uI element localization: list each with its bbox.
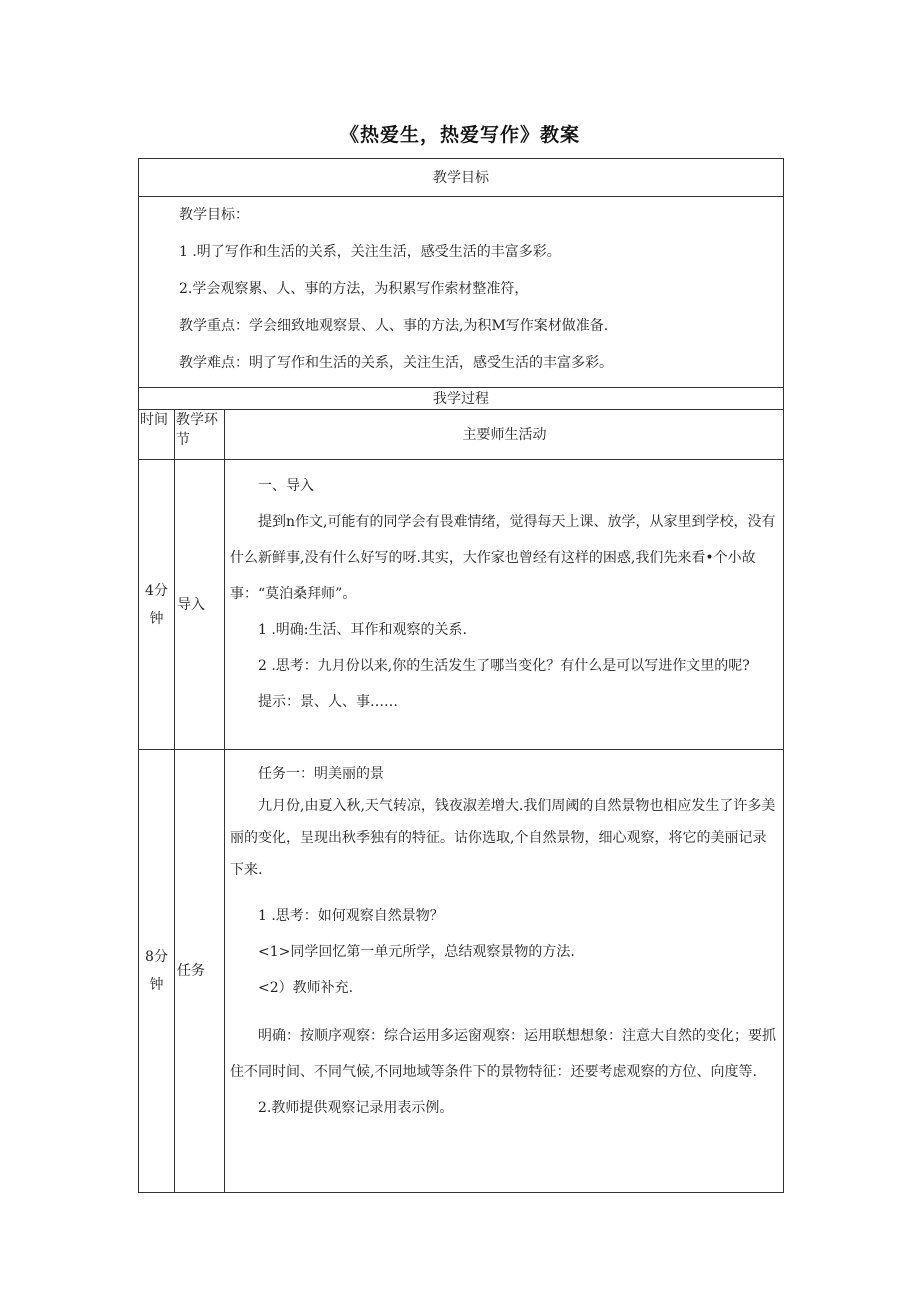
column-header-time: 时间	[139, 410, 175, 460]
objectives-body	[139, 197, 784, 388]
activity-line: 明确：按顺序观察：综合运用多运窗观察：运用联想想象：注意大自然的变化；要抓住不同时间、不同气候,不同地域等条件下的景物特征：还要考虑观察的方位、向度等.	[230, 1028, 776, 1080]
activity-line: 2 .思考：九月份以来,你的生活发生了哪当变化？有什么是可以写进作文里的呢?	[258, 658, 750, 674]
objectives-header: 教学目标	[139, 159, 784, 197]
objective-line: 教学重点：学会细致地观察景、人、事的方法,为积M写作案材做准备.	[179, 318, 609, 334]
row-activity	[225, 460, 784, 750]
objective-line: 教学难点：明了写作和生活的关系，关注生活，感受生活的丰富多彩。	[179, 355, 613, 371]
activity-line: 1 .思考：如何观察自然景物？	[258, 908, 444, 924]
process-header: 我学过程	[139, 388, 784, 410]
column-header-activity: 主要师生活动	[225, 410, 784, 460]
column-header-segment: 教学环节	[175, 410, 225, 460]
row-activity	[225, 750, 784, 1193]
objective-line: 2.学会观察累、人、事的方法，为积累写作索材整准符，	[179, 281, 529, 297]
activity-line: 提示：景、人、事……	[258, 694, 398, 710]
activity-line: 任务一：明美丽的景	[258, 766, 384, 782]
activity-line: 提到n作文,可能有的同学会有畏难情绪，觉得每天上课、放学，从家里到学校，没有什么新鲜事,没有什么好写的呀.其实，大作家也曾经有这样的困惑,我们先来看•个小故事：“莫泊桑拜师”。	[230, 514, 776, 602]
row-segment: 导入	[175, 460, 225, 750]
objective-line: 1 .明了写作和生活的关系，关注生活，感受生活的丰富多彩。	[179, 244, 561, 260]
page-title: 《热爱生，热爱写作》教案	[339, 124, 580, 146]
row-time: 8分钟	[139, 750, 175, 1193]
activity-line: 2.教师提供观察记录用表示例。	[258, 1100, 454, 1116]
activity-line: 一、导入	[258, 478, 314, 494]
objective-line: 教学目标：	[179, 207, 249, 223]
activity-line: <1>同学回忆第一单元所学，总结观察景物的方法.	[258, 944, 575, 960]
lesson-plan-table	[138, 158, 784, 1193]
activity-line: <2）教师补充.	[258, 980, 354, 996]
row-segment: 任务	[175, 750, 225, 1193]
activity-line: 1 .明确:生活、耳作和观察的关系.	[258, 622, 467, 638]
row-time: 4分钟	[139, 460, 175, 750]
activity-line: 九月份,由夏入秋,天气转凉，钱夜淑差增大.我们周阈的自然景物也相应发生了许多美丽的变化，呈现出秋季独有的特征。诂你选取,个自然景物，细心观察，将它的美丽记录下来.	[230, 798, 776, 878]
